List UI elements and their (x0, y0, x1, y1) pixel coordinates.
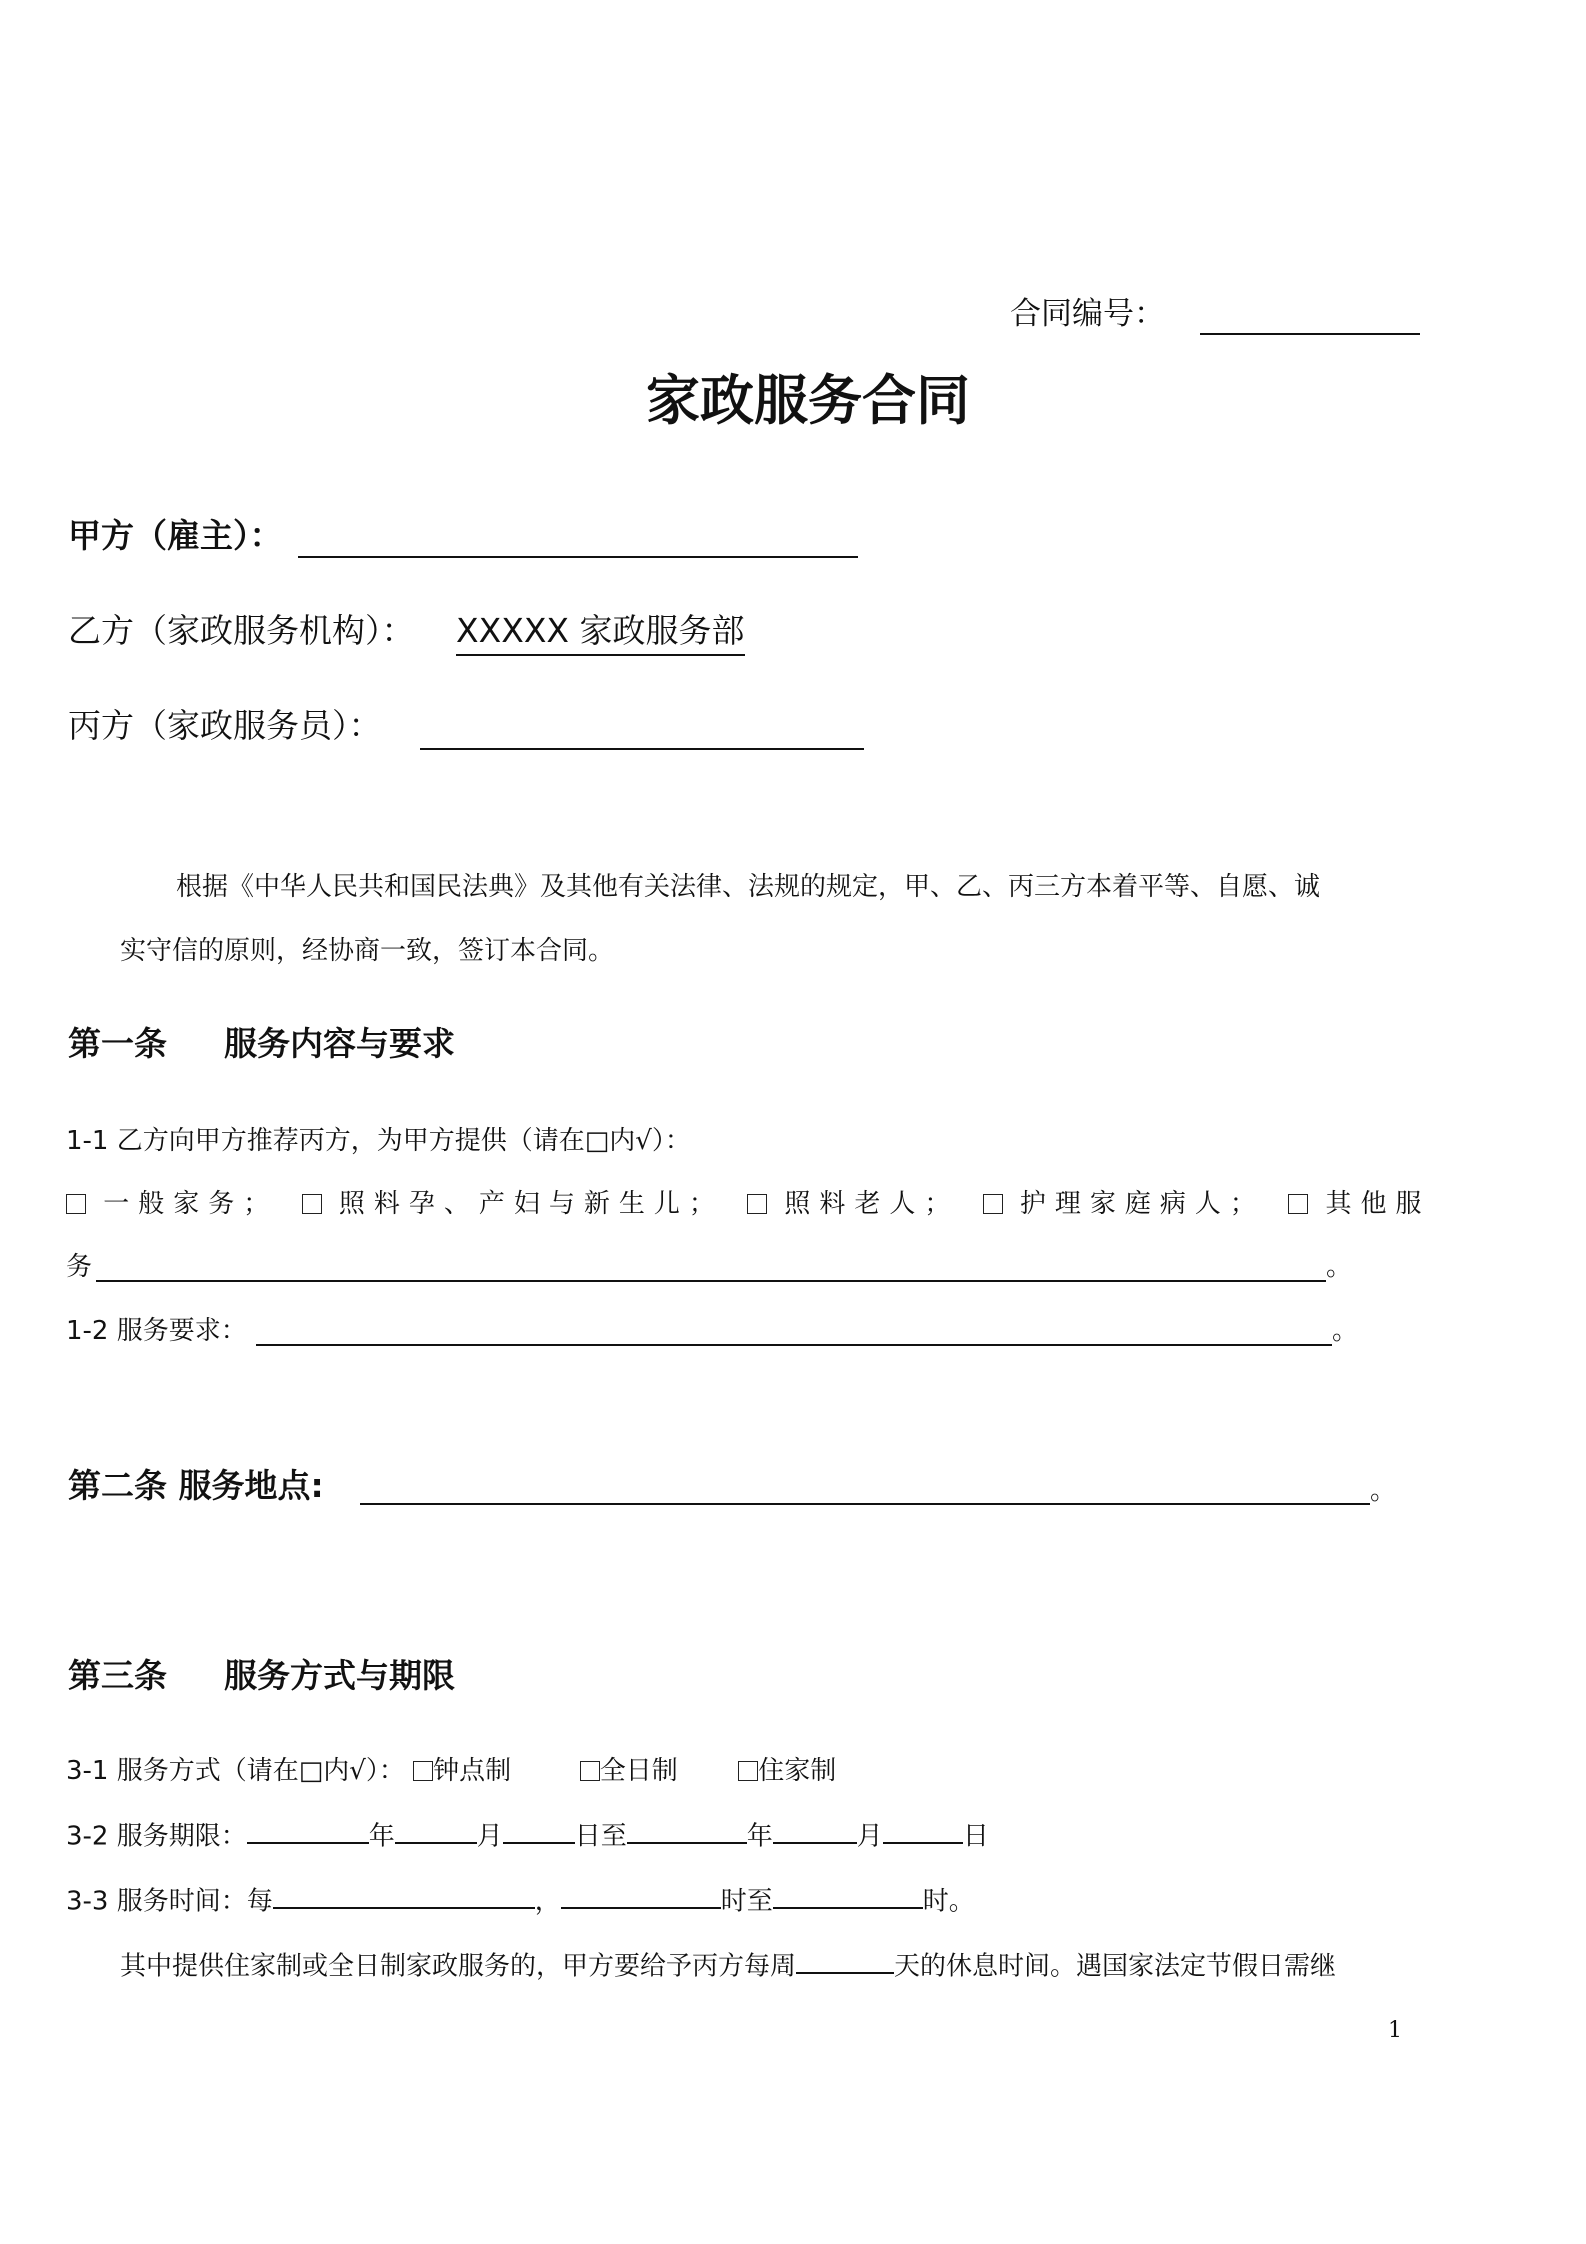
party-a-label: 甲方（雇主）： (68, 516, 283, 555)
start-year-unit: 年 (368, 1821, 395, 1852)
article-3-title: 服务方式与期限 (224, 1656, 455, 1695)
option-checkbox-housework[interactable] (66, 1194, 86, 1214)
end-month-unit: 月 (856, 1821, 883, 1852)
service-location-field[interactable] (360, 1503, 1370, 1505)
document-title: 家政服务合同 (646, 369, 970, 432)
other-service-field[interactable] (96, 1280, 1326, 1282)
hour-end-unit: 时。 (922, 1886, 975, 1917)
party-b-value: XXXXX 家政服务部 (456, 605, 745, 656)
contract-number-row (1010, 288, 1165, 333)
period-1: 。 (1326, 1252, 1353, 1282)
service-period-field[interactable] (273, 1880, 535, 1909)
rest-days-line (120, 1945, 1336, 1982)
end-month-field[interactable] (773, 1815, 857, 1844)
party-b-label: 乙方（家政服务机构）： (68, 611, 415, 650)
option-checkbox-patient[interactable] (983, 1194, 1003, 1214)
mode-checkbox-hourly[interactable] (413, 1761, 433, 1781)
mode-hourly: 钟点制 (433, 1756, 512, 1786)
article-1-heading (68, 1018, 455, 1065)
rest-days-field[interactable] (796, 1945, 894, 1974)
end-year-unit: 年 (746, 1821, 773, 1852)
start-year-field[interactable] (247, 1815, 369, 1844)
end-hour-field[interactable] (773, 1880, 923, 1909)
preamble-line-2: 实守信的原则，经协商一致，签订本合同。 (120, 936, 615, 966)
start-day-field[interactable] (503, 1815, 575, 1844)
option-checkbox-maternity[interactable] (302, 1194, 322, 1214)
item-3-1-label: 3-1 服务方式（请在□内√）： (66, 1756, 405, 1786)
contract-number-field[interactable] (1200, 333, 1420, 335)
rest-prefix: 其中提供住家制或全日制家政服务的，甲方要给予丙方每周 (120, 1951, 797, 1982)
period-3: 。 (1370, 1476, 1397, 1506)
party-a-field[interactable] (298, 556, 858, 558)
article-2-heading: 第二条 服务地点: (68, 1466, 324, 1505)
end-day-field[interactable] (883, 1815, 963, 1844)
start-month-unit: 月 (476, 1821, 503, 1852)
option-housework: 一般家务； (103, 1189, 279, 1219)
party-c-field[interactable] (420, 748, 864, 750)
service-requirements-field[interactable] (256, 1344, 1332, 1346)
comma: ， (534, 1886, 561, 1917)
article-3-heading (68, 1650, 455, 1697)
option-other-cont: 务 (66, 1252, 93, 1282)
mode-fullday: 全日制 (599, 1756, 678, 1786)
item-3-1 (66, 1750, 836, 1787)
mode-livein: 住家制 (758, 1756, 837, 1786)
end-year-field[interactable] (627, 1815, 747, 1844)
article-3-number: 第三条 (68, 1656, 167, 1695)
option-other: 其他服 (1325, 1189, 1431, 1219)
rest-suffix: 天的休息时间。遇国家法定节假日需继 (894, 1951, 1337, 1982)
start-hour-field[interactable] (561, 1880, 721, 1909)
service-options-row (66, 1183, 1431, 1220)
item-3-3-label: 3-3 服务时间：每 (66, 1886, 273, 1917)
item-3-3 (66, 1880, 975, 1917)
mode-checkbox-fullday[interactable] (580, 1761, 600, 1781)
item-1-1: 1-1 乙方向甲方推荐丙方，为甲方提供（请在□内√）： (66, 1126, 691, 1156)
start-month-field[interactable] (395, 1815, 477, 1844)
item-3-2-label: 3-2 服务期限： (66, 1821, 247, 1852)
option-patient: 护理家庭病人； (1019, 1189, 1265, 1219)
mode-checkbox-livein[interactable] (738, 1761, 758, 1781)
item-1-2-label: 1-2 服务要求： (66, 1316, 247, 1346)
option-checkbox-other[interactable] (1288, 1194, 1308, 1214)
period-2: 。 (1332, 1316, 1359, 1346)
option-checkbox-elderly[interactable] (747, 1194, 767, 1214)
preamble-line-1: 根据《中华人民共和国民法典》及其他有关法律、法规的规定，甲、乙、丙三方本着平等、自愿、诚 (176, 872, 1321, 902)
option-maternity: 照料孕、产妇与新生儿； (338, 1189, 724, 1219)
party-c-label: 丙方（家政服务员）： (68, 706, 382, 745)
article-1-title: 服务内容与要求 (224, 1024, 455, 1063)
end-day-unit: 日 (962, 1821, 989, 1852)
page-number: 1 (1388, 2018, 1402, 2043)
option-elderly: 照料老人； (784, 1189, 960, 1219)
article-1-number: 第一条 (68, 1024, 167, 1063)
hour-to-unit: 时至 (720, 1886, 773, 1917)
day-to-unit: 日至 (574, 1821, 627, 1852)
item-3-2 (66, 1815, 989, 1852)
contract-number-label: 合同编号： (1010, 296, 1165, 332)
